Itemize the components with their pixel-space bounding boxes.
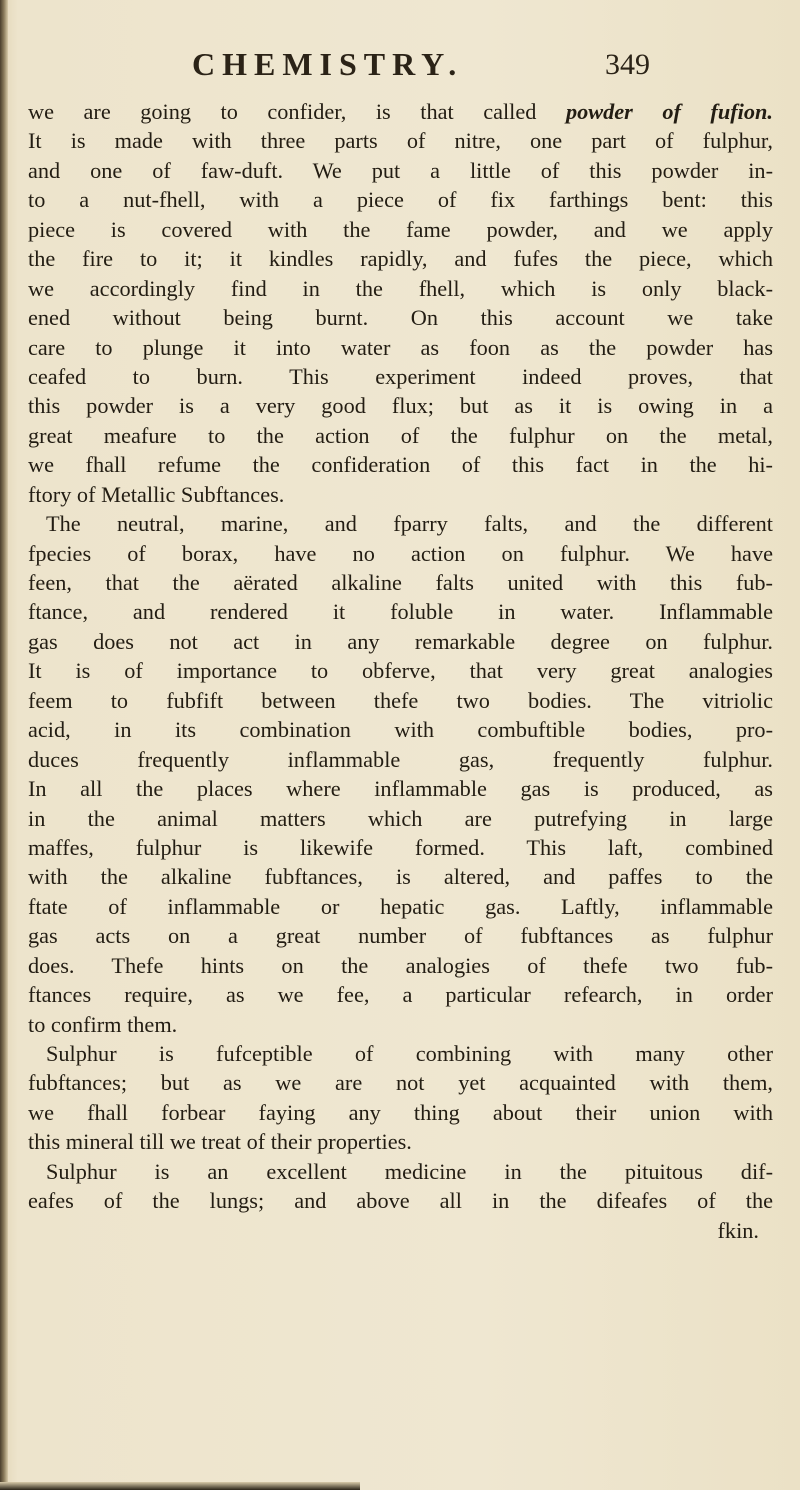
text-line: [28, 1216, 773, 1245]
text-line: [28, 215, 773, 244]
text-line: [28, 185, 773, 214]
text-line-content: feem to fubfift between thefe two bodies. The vitriolic: [28, 687, 773, 713]
text-line-content: ftances require, as we fee, a particular refearch, in order: [28, 982, 773, 1008]
text-line-content: and one of faw-duft. We put a little of this powder in-: [28, 157, 773, 183]
text-line: [28, 362, 773, 391]
text-line: [28, 421, 773, 450]
italic-term: powder of fufion.: [565, 99, 773, 124]
text-line: [28, 1127, 773, 1156]
text-line: [28, 921, 773, 950]
text-line: [28, 980, 773, 1009]
text-line-content: this powder is a very good flux; but as it is owing in a: [28, 393, 773, 419]
text-line: [28, 391, 773, 420]
text-line: [28, 274, 773, 303]
text-line: [28, 480, 773, 509]
text-line: [28, 450, 773, 479]
text-line-content: with the alkaline fubftances, is altered, and paffes to the: [28, 864, 773, 890]
text-line: [28, 833, 773, 862]
text-line: [28, 333, 773, 362]
text-line-content: piece is covered with the fame powder, and we apply: [28, 216, 773, 242]
text-line: [28, 892, 773, 921]
text-line: [28, 715, 773, 744]
text-line-content: we fhall forbear faying any thing about their union with: [28, 1099, 773, 1125]
text-line-content: ftance, and rendered it foluble in water. Inflammable: [28, 599, 773, 625]
text-line-content: the fire to it; it kindles rapidly, and fufes the piece, which: [28, 246, 773, 272]
text-line: [28, 627, 773, 656]
text-line: [28, 509, 773, 538]
body-text: [28, 97, 773, 1245]
text-line: [28, 1186, 773, 1215]
text-line-content: we fhall refume the confideration of this fact in the hi-: [28, 452, 773, 478]
text-line: [28, 745, 773, 774]
text-line: [28, 1010, 773, 1039]
text-line-content: Sulphur is an excellent medicine in the pituitous dif-: [46, 1158, 773, 1184]
text-line-content: It is of importance to obferve, that very great analogies: [28, 658, 773, 684]
text-line-content: ened without being burnt. On this account we take: [28, 305, 773, 331]
text-line-content: in the animal matters which are putrefying in large: [28, 805, 773, 831]
text-line-content: ftate of inflammable or hepatic gas. Laftly, inflammable: [28, 893, 773, 919]
text-line-content: gas acts on a great number of fubftances as fulphur: [28, 923, 773, 949]
text-line-content: fubftances; but as we are not yet acquainted with them,: [28, 1070, 773, 1096]
text-line-content: gas does not act in any remarkable degree on fulphur.: [28, 628, 773, 654]
text-line-content: fkin.: [717, 1217, 759, 1243]
text-line-content: duces frequently inflammable gas, frequently fulphur.: [28, 746, 773, 772]
text-line-content: we are going to confider, is that called: [28, 99, 566, 124]
page-header: [60, 46, 760, 86]
text-line-content: great meafure to the action of the fulphur on the metal,: [28, 422, 773, 448]
text-line: [28, 97, 773, 126]
text-line: [28, 862, 773, 891]
text-line: [28, 539, 773, 568]
text-line-content: does. Thefe hints on the analogies of thefe two fub-: [28, 952, 773, 978]
text-line: [28, 1157, 773, 1186]
text-line: [28, 1039, 773, 1068]
text-line-content: to a nut-fhell, with a piece of fix farthings bent: this: [28, 187, 773, 213]
text-line: [28, 951, 773, 980]
text-line: [28, 568, 773, 597]
page-number: 349: [605, 48, 650, 81]
text-line-content: Sulphur is fufceptible of combining with many other: [46, 1041, 773, 1066]
text-line-content: to confirm them.: [28, 1011, 178, 1037]
text-line-content: ceafed to burn. This experiment indeed proves, that: [28, 363, 773, 389]
text-line-content: care to plunge it into water as foon as the powder has: [28, 334, 773, 360]
binding-gutter: [0, 0, 8, 1490]
text-line: [28, 156, 773, 185]
text-line-content: It is made with three parts of nitre, one part of fulphur,: [28, 128, 773, 154]
text-line-content: acid, in its combination with combuftible bodies, pro-: [28, 717, 773, 743]
text-line: [28, 244, 773, 273]
text-line: [28, 804, 773, 833]
text-line-content: we accordingly find in the fhell, which is only black-: [28, 275, 773, 301]
page-bottom-edge: [0, 1482, 360, 1490]
text-line-content: feen, that the aërated alkaline falts united with this fub-: [28, 570, 773, 595]
text-line: [28, 1068, 773, 1097]
text-line-content: eafes of the lungs; and above all in the difeafes of the: [28, 1188, 773, 1214]
text-line: [28, 126, 773, 155]
text-line-content: fpecies of borax, have no action on fulphur. We have: [28, 540, 773, 566]
text-line: [28, 774, 773, 803]
text-line: [28, 303, 773, 332]
text-line: [28, 597, 773, 626]
text-line-content: ftory of Metallic Subftances.: [28, 481, 285, 507]
running-title: CHEMISTRY.: [192, 46, 464, 82]
text-line: [28, 656, 773, 685]
text-line-content: maffes, fulphur is likewife formed. This laft, combined: [28, 834, 773, 860]
text-line: [28, 686, 773, 715]
text-line: [28, 1098, 773, 1127]
text-line-content: In all the places where inflammable gas is produced, as: [28, 776, 773, 802]
text-line-content: this mineral till we treat of their properties.: [28, 1129, 412, 1155]
text-line-content: The neutral, marine, and fparry falts, and the different: [46, 511, 773, 537]
